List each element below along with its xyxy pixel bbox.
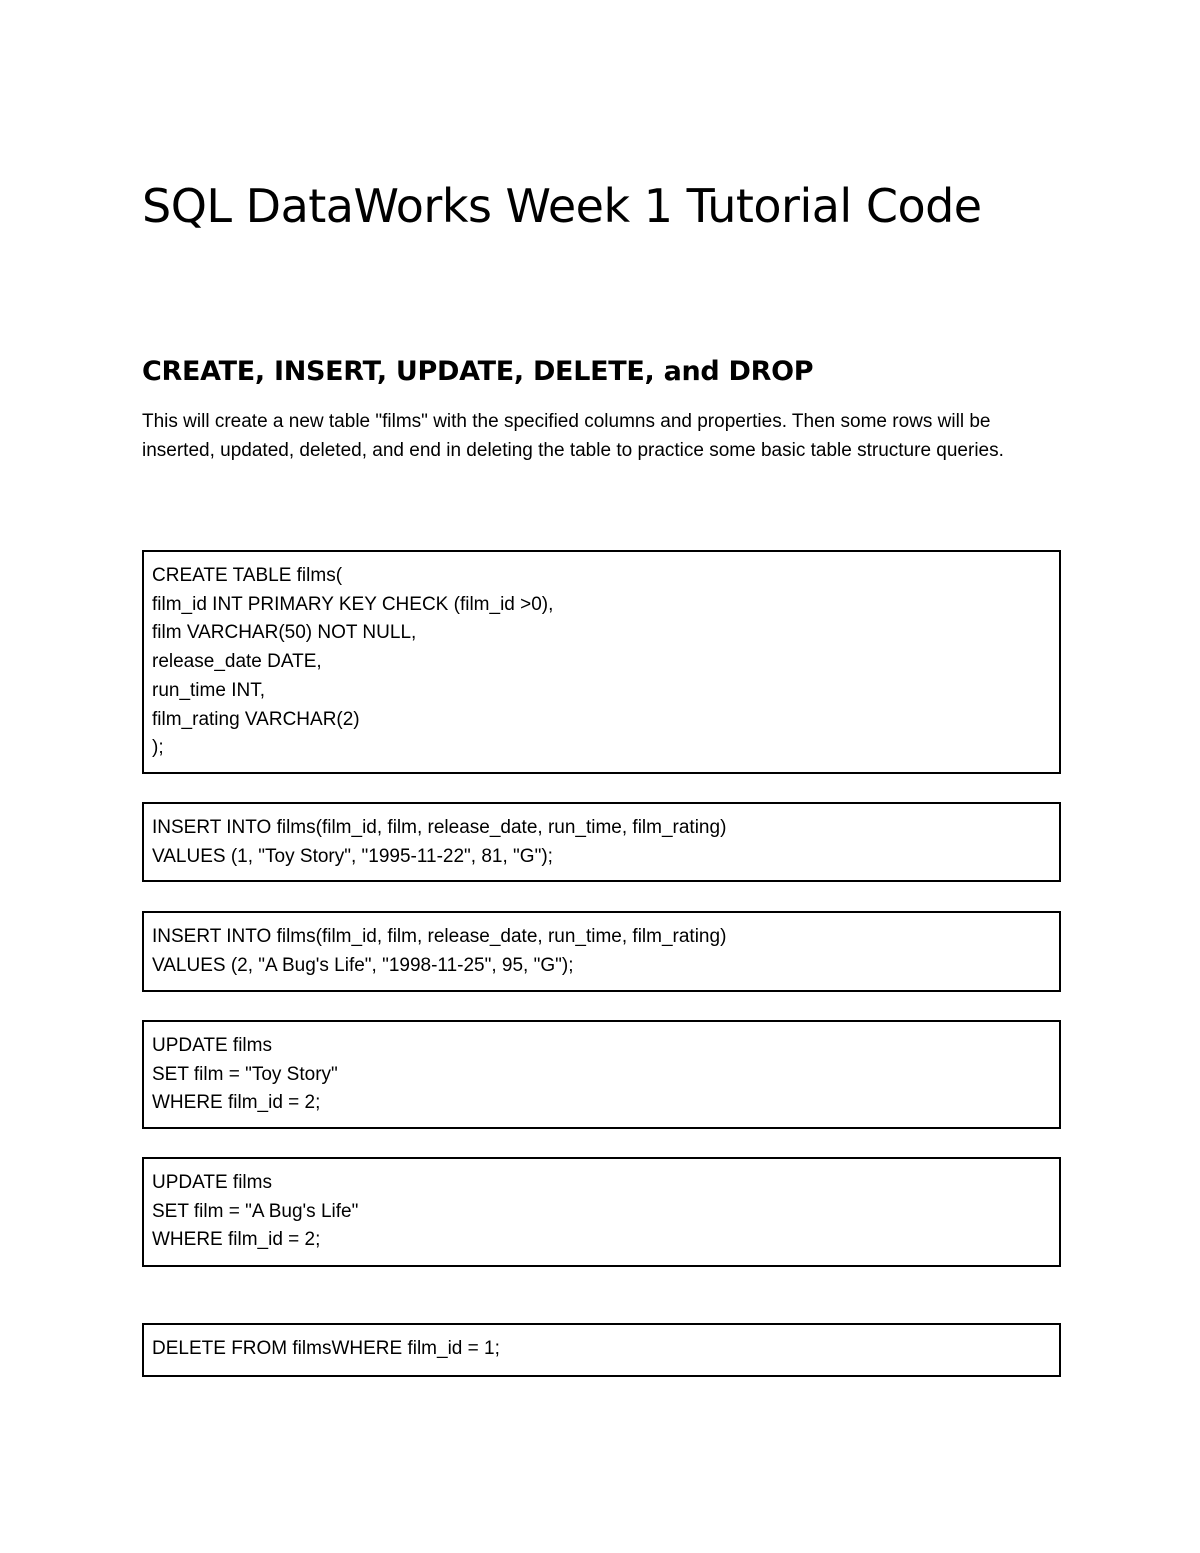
- code-line: UPDATE films: [152, 1035, 272, 1056]
- code-line: film_rating VARCHAR(2): [152, 708, 360, 730]
- code-line: DELETE FROM filmsWHERE film_id = 1;: [152, 1338, 500, 1359]
- insert-toy-story-code-block: [142, 802, 1061, 882]
- code-line: INSERT INTO films(film_id, film, release_date, run_time, film_rating): [152, 817, 727, 838]
- code-line: WHERE film_id = 2;: [152, 1229, 321, 1251]
- create-table-code-block: [142, 550, 1061, 774]
- code-line: run_time INT,: [152, 679, 265, 701]
- code-line: );: [152, 737, 164, 759]
- code-line: SET film = "Toy Story": [152, 1063, 338, 1085]
- code-line: film_id INT PRIMARY KEY CHECK (film_id >0),: [152, 593, 554, 615]
- code-line: INSERT INTO films(film_id, film, release_date, run_time, film_rating): [152, 926, 727, 947]
- code-line: SET film = "A Bug's Life": [152, 1200, 359, 1222]
- section-heading: CREATE, INSERT, UPDATE, DELETE, and DROP: [142, 356, 814, 387]
- insert-bugs-life-code-block: [142, 911, 1061, 992]
- delete-code-block: [142, 1323, 1061, 1377]
- intro-paragraph: This will create a new table "films" with the specified columns and properties. Then some rows will be inserted, updated, deleted, and end in deleting the table to practice some basic table structure queries.: [142, 411, 1004, 461]
- code-line: film VARCHAR(50) NOT NULL,: [152, 622, 417, 644]
- code-line: CREATE TABLE films(: [152, 565, 343, 586]
- code-line: VALUES (1, "Toy Story", "1995-11-22", 81, "G");: [152, 845, 553, 867]
- update-toy-story-code-block: [142, 1020, 1061, 1129]
- update-bugs-life-code-block: [142, 1157, 1061, 1267]
- code-line: WHERE film_id = 2;: [152, 1092, 321, 1114]
- code-line: release_date DATE,: [152, 651, 322, 673]
- code-line: VALUES (2, "A Bug's Life", "1998-11-25", 95, "G");: [152, 954, 574, 976]
- document-title: SQL DataWorks Week 1 Tutorial Code: [142, 179, 982, 233]
- code-line: UPDATE films: [152, 1172, 272, 1193]
